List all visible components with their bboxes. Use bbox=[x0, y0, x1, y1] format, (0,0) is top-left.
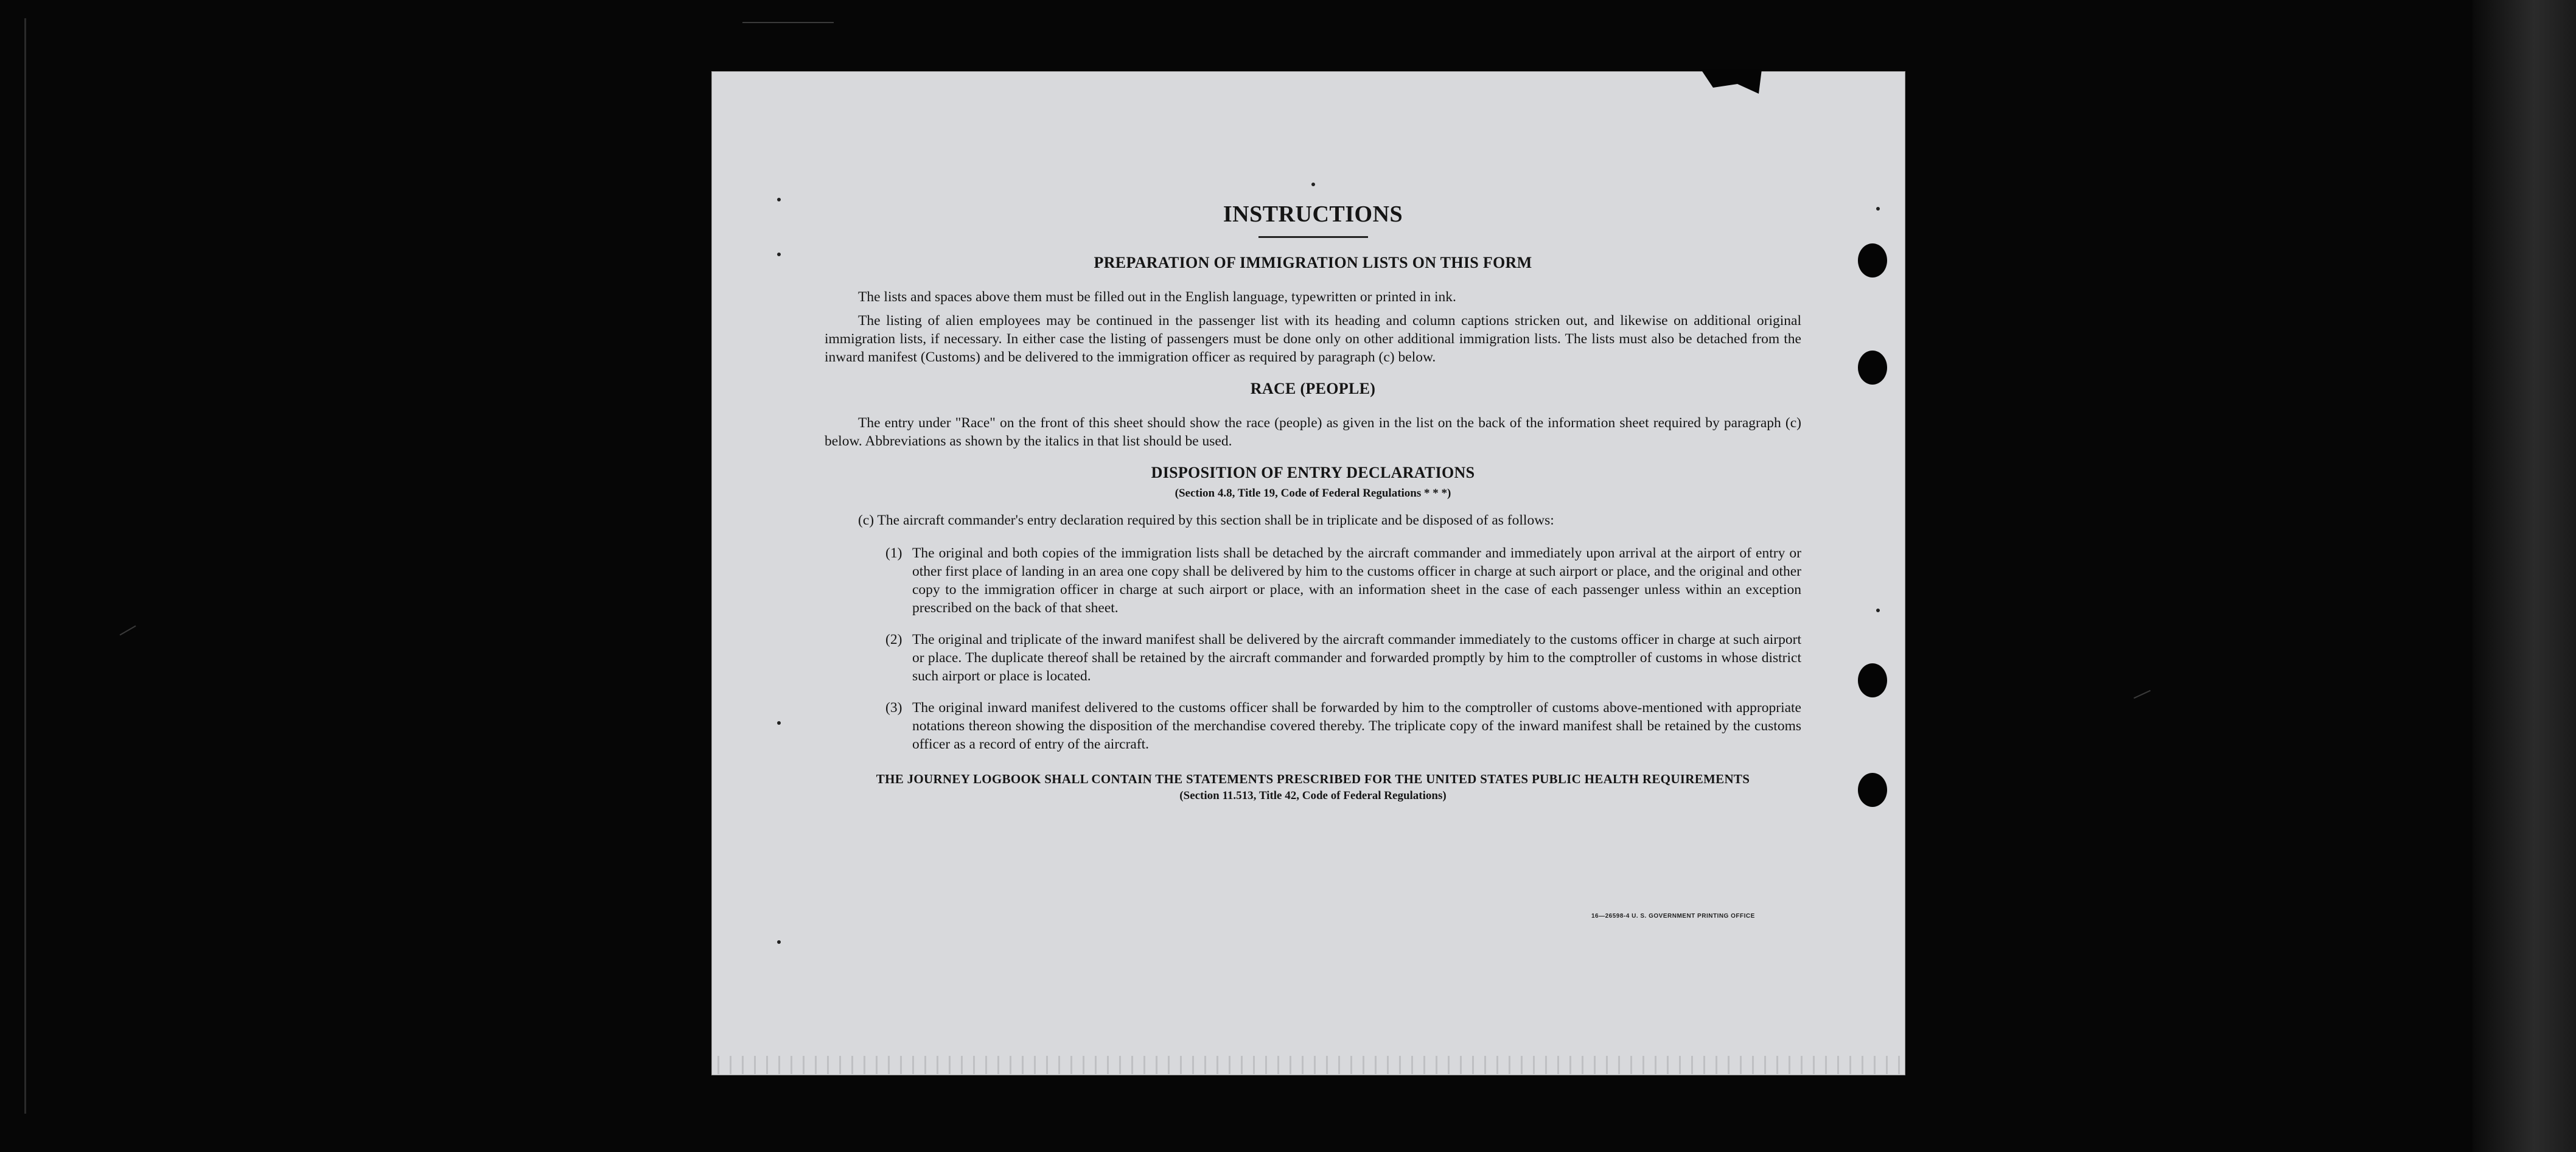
margin-dot bbox=[1876, 207, 1880, 211]
margin-dot bbox=[777, 721, 781, 725]
race-heading: RACE (PEOPLE) bbox=[1250, 380, 1376, 397]
margin-dot bbox=[777, 253, 781, 256]
disposition-item bbox=[885, 630, 1801, 685]
preparation-heading: PREPARATION OF IMMIGRATION LISTS ON THIS FORM bbox=[1094, 254, 1532, 271]
item-text: The original and both copies of the immigration lists shall be detached by the aircraft commander and immediately upon arrival at the airport of entry or other first place of landing in an area one copy shall be delivered by him to the customs officer in charge at such airport or place, and the original and other copy to the immigration officer in charge at such airport or place, with an information sheet in the case of each passenger unless within an exception prescribed on the back of that sheet. bbox=[912, 545, 1801, 616]
punch-hole bbox=[1858, 663, 1887, 697]
preparation-paragraph-2: The listing of alien employees may be continued in the passenger list with its heading and column captions stricken out, and likewise on additional original immigration lists, if necessary. In either case the listing of passengers must be done only on other additional immigration lists. The lists must also be detached from the inward manifest (Customs) and be delivered to the immigration officer as required by paragraph (c) below. bbox=[825, 313, 1801, 365]
margin-dot bbox=[777, 940, 781, 944]
logbook-statement: THE JOURNEY LOGBOOK SHALL CONTAIN THE STATEMENTS PRESCRIBED FOR THE UNITED STATES PUBLIC HEALTH REQUIREMENTS bbox=[876, 772, 1750, 786]
preparation-paragraph-1: The lists and spaces above them must be filled out in the English language, typewritten or printed in ink. bbox=[858, 289, 1456, 305]
disposition-heading: DISPOSITION OF ENTRY DECLARATIONS bbox=[1151, 464, 1475, 481]
race-paragraph: The entry under "Race" on the front of this sheet should show the race (people) as given in the list on the back of the information sheet required by paragraph (c) below. Abbreviations as shown by the italics in that list should be used. bbox=[825, 415, 1801, 449]
title-underline bbox=[1258, 236, 1368, 238]
item-number: (1) bbox=[885, 545, 902, 561]
punch-hole bbox=[1858, 243, 1887, 278]
punch-hole bbox=[1858, 351, 1887, 385]
disposition-citation: (Section 4.8, Title 19, Code of Federal Regulations * * *) bbox=[1175, 487, 1451, 500]
margin-dot bbox=[1876, 609, 1880, 612]
printer-mark: 16—26598-4 U. S. GOVERNMENT PRINTING OFFICE bbox=[1591, 913, 1755, 920]
margin-dot bbox=[1311, 183, 1315, 186]
margin-dot bbox=[777, 198, 781, 201]
disposition-item bbox=[885, 544, 1801, 617]
disposition-intro-label: (c) bbox=[858, 512, 874, 528]
film-scratch bbox=[742, 22, 834, 23]
film-edge-left bbox=[24, 18, 26, 1114]
page-title: INSTRUCTIONS bbox=[1223, 201, 1403, 227]
disposition-intro bbox=[858, 511, 1801, 529]
disposition-item bbox=[885, 699, 1801, 753]
film-edge-right bbox=[2473, 0, 2576, 1152]
item-text: The original inward manifest delivered to the customs officer shall be forwarded by him to the comptroller of customs above-mentioned with appropriate notations thereon showing the disposition of the merchandise covered thereby. The triplicate copy of the inward manifest shall be retained by the customs officer as a record of entry of the aircraft. bbox=[912, 700, 1801, 752]
punch-hole bbox=[1858, 773, 1887, 807]
film-scratch bbox=[2134, 690, 2151, 699]
instructions-content bbox=[825, 201, 1801, 803]
film-scratch bbox=[120, 626, 136, 636]
logbook-citation: (Section 11.513, Title 42, Code of Federal Regulations) bbox=[1179, 789, 1447, 802]
item-number: (3) bbox=[885, 700, 902, 716]
item-number: (2) bbox=[885, 632, 902, 648]
disposition-intro-text: The aircraft commander's entry declaration required by this section shall be in triplicate and be disposed of as follows: bbox=[877, 512, 1554, 528]
item-text: The original and triplicate of the inward manifest shall be delivered by the aircraft commander immediately to the customs officer in charge at such airport or place. The duplicate thereof shall be retained by the aircraft commander and forwarded promptly by him to the comptroller of customs in whose district such airport or place is located. bbox=[912, 632, 1801, 684]
torn-bottom-edge bbox=[712, 1056, 1905, 1074]
